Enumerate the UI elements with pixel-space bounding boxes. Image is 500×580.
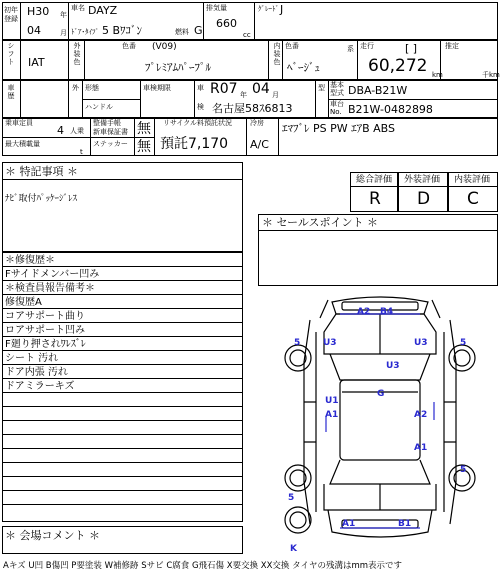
inspector-item: ドアミラーキズ bbox=[5, 381, 75, 392]
tire-depth-rear-right: 5 bbox=[460, 465, 467, 475]
ruled-line bbox=[2, 490, 243, 491]
ruled-line bbox=[2, 364, 243, 365]
damage-mark-A2-right: A2 bbox=[414, 410, 428, 420]
venue-comment-title: ＊ 会場コメント ＊ bbox=[5, 529, 100, 542]
model-label: 車名 bbox=[71, 4, 85, 12]
registration-year-unit: 年 bbox=[60, 11, 67, 19]
ruled-line bbox=[2, 350, 243, 351]
damage-mark-B4-front: B4 bbox=[380, 307, 394, 317]
ruled-line bbox=[2, 420, 243, 421]
handle-label: ハンドル bbox=[85, 103, 113, 111]
exterior-color: ﾌﾟﾚﾐｱﾑﾊﾟｰﾌﾟﾙ bbox=[145, 61, 211, 74]
mileage-unit: km bbox=[432, 71, 443, 79]
ruled-line bbox=[2, 406, 243, 407]
displacement-label: 排気量 bbox=[206, 4, 227, 12]
estimate-unit: 千km bbox=[482, 71, 500, 79]
interior-color-label: 内装色 bbox=[273, 42, 281, 66]
door-type-label: ﾄﾞｱ･ﾀｲﾌﾟ bbox=[71, 28, 99, 36]
ruled-line bbox=[2, 336, 243, 337]
license-plate: 名古屋58ｽ6813 bbox=[212, 102, 293, 115]
interior-grade-label: 内装評価 bbox=[454, 175, 491, 185]
exterior-grade: D bbox=[417, 189, 431, 209]
capacity-label: 乗車定員 bbox=[5, 119, 33, 127]
displacement: 660 bbox=[216, 17, 237, 30]
inspection-month-unit: 月 bbox=[272, 91, 279, 99]
damage-mark-K: K bbox=[290, 544, 297, 554]
door-type: 5 Bﾜｺﾞﾝ bbox=[102, 24, 143, 37]
damage-mark-U3-center: U3 bbox=[386, 361, 400, 371]
overall-grade-label: 総合評価 bbox=[356, 175, 393, 185]
ruled-line bbox=[2, 378, 243, 379]
inspection-year-unit: 年 bbox=[240, 91, 247, 99]
inspector-item: F廻り押されﾜﾚｽﾞﾚ bbox=[5, 339, 86, 350]
exterior-grade-label: 外装評価 bbox=[404, 175, 441, 185]
ruled-line bbox=[2, 308, 243, 309]
repair-title: ＊修復歴＊ bbox=[5, 255, 55, 266]
tire-depth-front-left: 5 bbox=[294, 338, 301, 348]
overall-grade: R bbox=[369, 189, 381, 209]
color-code: (V09) bbox=[152, 42, 177, 52]
damage-mark-G: G bbox=[377, 389, 385, 399]
damage-mark-A2-front: A2 bbox=[357, 307, 371, 317]
interior-color-suffix: 系 bbox=[347, 45, 354, 53]
model-code: DBA-B21W bbox=[348, 84, 408, 97]
shift-type: IAT bbox=[28, 56, 45, 69]
damage-mark-A1-left: A1 bbox=[325, 410, 339, 420]
damage-mark-U3-left: U3 bbox=[323, 338, 337, 348]
legend: Aキズ U凹 B傷凹 P要塗装 W補修跡 Sサビ C腐食 G飛石傷 X要交換 XX交換 タイヤの残溝はmm表示です bbox=[3, 561, 403, 571]
fuel-label: 燃料 bbox=[175, 28, 189, 36]
ac-label: 冷房 bbox=[250, 119, 264, 127]
shape-label: 形態 bbox=[85, 84, 99, 92]
capacity: 4 bbox=[57, 124, 64, 137]
exterior-color-label: 外装色 bbox=[73, 42, 81, 66]
sticker-value: 無 bbox=[137, 139, 151, 155]
plate-label: 検 bbox=[197, 103, 204, 111]
estimate-label: 推定 bbox=[445, 42, 459, 50]
car-label: 車 bbox=[197, 84, 204, 92]
warranty-label: 新車保証書 bbox=[93, 128, 128, 136]
first-registration-label: 初年 登録 bbox=[4, 6, 18, 24]
shift-label: シフト bbox=[7, 42, 15, 66]
inspector-item: 修復歴A bbox=[5, 297, 42, 308]
ruled-line bbox=[2, 266, 243, 267]
grade: J bbox=[280, 3, 284, 16]
ruled-line bbox=[2, 476, 243, 477]
model-name: DAYZ bbox=[88, 4, 118, 17]
damage-mark-A1-right: A1 bbox=[414, 443, 428, 453]
grade-label: ｸﾞﾚｰﾄﾞ bbox=[258, 5, 279, 13]
inspection-label: 車検期限 bbox=[143, 84, 171, 92]
ruled-line bbox=[2, 448, 243, 449]
ac-value: A/C bbox=[250, 138, 269, 151]
interior-color-code-label: 色番 bbox=[285, 42, 299, 50]
inspector-item: シート 汚れ bbox=[5, 353, 59, 364]
interior-grade: C bbox=[467, 189, 479, 209]
color-code-label: 色番 bbox=[122, 42, 136, 50]
inspection-month: 04 bbox=[252, 81, 270, 97]
ruled-line bbox=[2, 294, 243, 295]
repair-item: Fサイドメンバー凹み bbox=[5, 269, 100, 280]
interior-color: ﾍﾞｰｼﾞｭ bbox=[287, 61, 320, 74]
ruled-line bbox=[2, 280, 243, 281]
ruled-line bbox=[2, 392, 243, 393]
load-label: 最大積載量 bbox=[5, 140, 40, 148]
inspection-era: R07 bbox=[210, 81, 238, 97]
tire-depth-front-right: 5 bbox=[460, 338, 467, 348]
damage-mark-B1-rear: B1 bbox=[398, 519, 412, 529]
car-damage-diagram bbox=[280, 292, 480, 558]
recycle-fee: 預託7,170 bbox=[160, 136, 229, 152]
registration-era: H30 bbox=[27, 5, 50, 18]
recycle-label: リサイクル料預託状況 bbox=[163, 119, 233, 127]
fuel-type: G bbox=[194, 24, 203, 37]
mileage: 60,272 bbox=[368, 56, 428, 76]
mileage-bracket: [ ] bbox=[405, 42, 418, 55]
type-label: 型 bbox=[318, 84, 325, 92]
special-notes-title: ＊ 特記事項 ＊ bbox=[5, 165, 78, 178]
capacity-unit: 人乗 bbox=[70, 127, 84, 135]
inspector-title: ＊検査員報告備考＊ bbox=[5, 283, 95, 294]
damage-mark-U3-right: U3 bbox=[414, 338, 428, 348]
ruled-line bbox=[2, 434, 243, 435]
chassis-number: B21W-0482898 bbox=[348, 103, 433, 116]
sales-point-title: ＊ セールスポイント ＊ bbox=[262, 216, 379, 229]
damage-mark-A1-rear: A1 bbox=[342, 519, 356, 529]
manual-value: 無 bbox=[137, 121, 151, 137]
inspector-item: コアサポート曲り bbox=[5, 311, 85, 322]
displacement-unit: cc bbox=[243, 31, 251, 39]
sticker-label: ステッカー bbox=[93, 140, 128, 148]
model-code-label: 基本 型式 bbox=[330, 81, 344, 97]
history-label: 車歴 bbox=[7, 84, 15, 100]
special-notes-text: ﾅﾋﾞ取付ﾊﾟｯｹｰｼﾞﾚｽ bbox=[5, 194, 78, 204]
registration-month: 04 bbox=[27, 24, 41, 37]
ruled-line bbox=[2, 462, 243, 463]
mileage-label: 走行 bbox=[360, 42, 374, 50]
inspector-item: ドア内張 汚れ bbox=[5, 367, 68, 378]
load-unit: t bbox=[80, 148, 83, 156]
tire-depth-rear-left: 5 bbox=[288, 493, 295, 503]
chassis-label: 車台 No. bbox=[330, 100, 344, 116]
ruled-line bbox=[2, 322, 243, 323]
registration-month-unit: 月 bbox=[60, 29, 67, 37]
damage-mark-U1: U1 bbox=[325, 396, 339, 406]
manual-label: 整備手帳 bbox=[93, 119, 121, 127]
exterior-2-label: 外 bbox=[72, 84, 79, 92]
inspector-item: ロアサポート凹み bbox=[5, 325, 85, 336]
ruled-line bbox=[2, 504, 243, 505]
equipment-list: ｴﾏﾌﾞﾚ PS PW ｴｱB ABS bbox=[282, 122, 396, 135]
